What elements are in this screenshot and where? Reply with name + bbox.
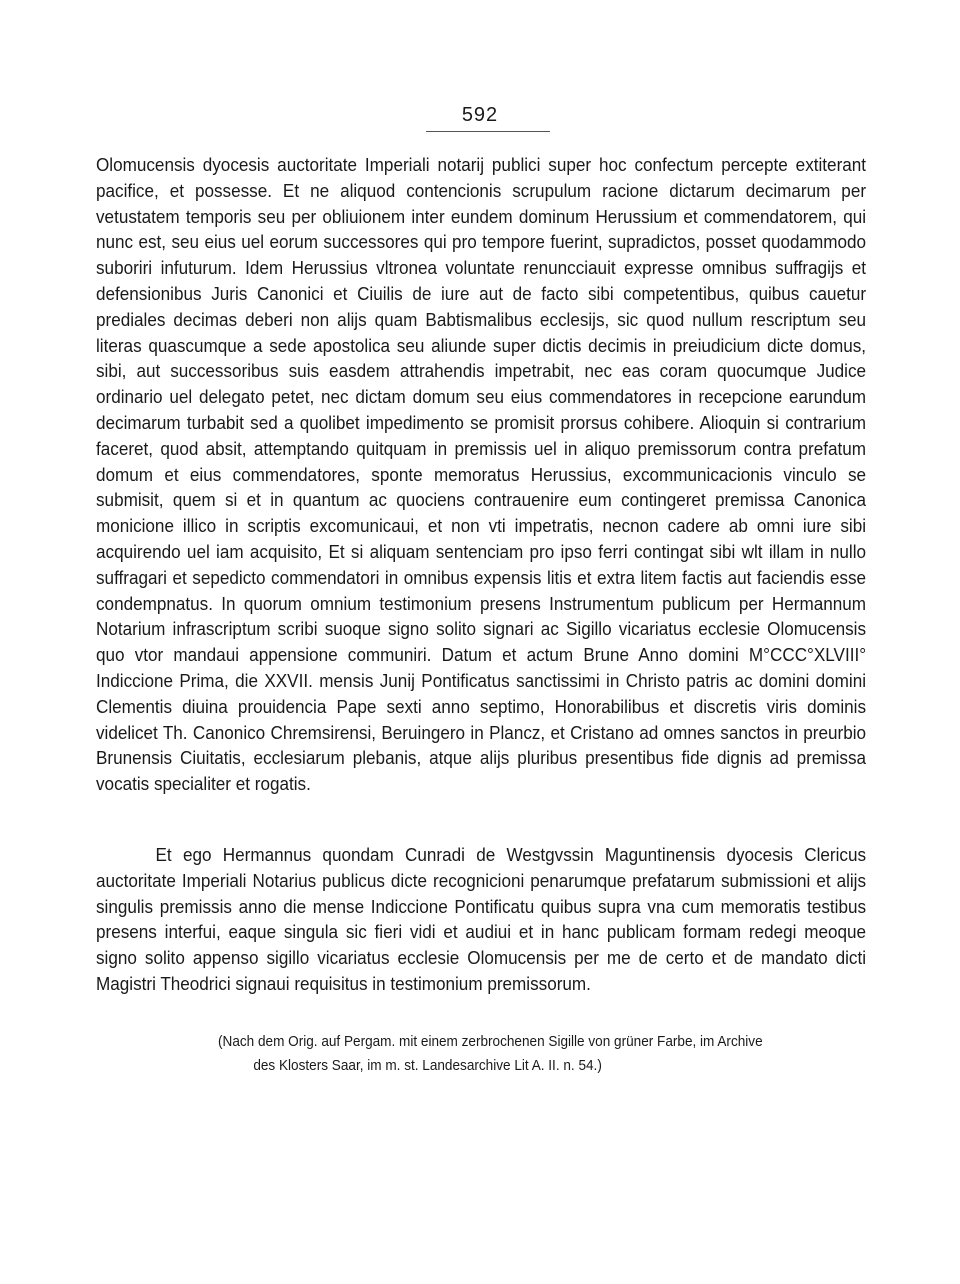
source-note-line-2: des Klosters Saar, im m. st. Landesarchive Lit A. II. n. 54.)	[253, 1058, 602, 1074]
source-note	[218, 1030, 860, 1078]
paragraph-main: Olomucensis dyocesis auctoritate Imperiali notarij publici super hoc confectum percepte extiterant pacifice, et possesse. Et ne aliquod contencionis scrupulum racione dictarum decimarum per vetustatem temporis seu per obliuionem inter eundem dominum Herussium et commendatorem, qui nunc est, seu eius uel eorum successores qui pro tempore fuerint, supradictos, posset quodammodo suboriri infuturum. Idem Herussius vltronea voluntate renuncciauit expresse omnibus suffragijs et defensionibus Juris Canonici et Ciuilis de iure aut de facto sibi competentibus, quibus cauetur prediales decimas deberi non alijs quam Babtismalibus ecclesijs, sic quod nullum rescriptum seu literas quascumque a sede apostolica seu aliunde super dictis decimis in preiudicium dicte domus, sibi, aut successoribus suis easdem attrahendis impetrabit, nec eas coram quocumque Judice ordinario uel delegato petet, nec dictam domum seu eius commendatores in recepcione earundum decimarum turbabit sed a quolibet impedimento se promisit prorsus cohibere. Alioquin si contrarium faceret, quod absit, attemptando quitquam in premissis uel in aliquo premissorum contra prefatum domum et eius commendatores, sponte memoratus Herussius, excommunicacionis vinculo se submisit, quem si et in quantum ac quociens contrauenire eum contingeret premissa Canonica monicione illico in scriptis excomunicaui, et non vti impetratis, necnon cadere ab omni iure sibi acquirendo uel iam acquisito, Et si aliquam sentenciam pro ipso ferri contingat sibi wlt illam in nullo suffragari et sepedicto commendatori in omnibus expensis litis et extra litem factis aut faciendis esse condempnatus. In quorum omnium testimonium presens Instrumentum publicum per Hermannum Notarium infrascriptum scribi suoque signo solito signari ac Sigillo vicariatus ecclesie Olomucensis quo vtor mandaui appensione communiri. Datum et actum Brune Anno domini M°CCC°XLVIII° Indiccione Prima, die XXVII. mensis Junij Pontificatus sanctissimi in Christo patris ac domini domini Clementis diuina prouidencia Pape sexti anno septimo, Honorabilibus et discretis viris dominis videlicet Th. Canonico Chremsirensi, Beruingero in Plancz, et Cristano ad omnes sanctos in preurbio Brunensis Ciuitatis, ecclesiarum plebanis, atque alijs pluribus presentibus fide dignis ad premissa vocatis specialiter et rogatis.	[96, 154, 867, 795]
header-rule	[426, 131, 550, 132]
source-note-line-1: (Nach dem Orig. auf Pergam. mit einem zerbrochenen Sigille von grüner Farbe, im Archive	[218, 1034, 763, 1050]
page-number: 592	[461, 104, 499, 126]
paragraph-notary: Et ego Hermannus quondam Cunradi de Westgvssin Maguntinensis dyocesis Clericus auctoritate Imperiali Notarius publicus dicte recognicioni penarumque prefatarum submissioni et alijs singulis premissis anno die mense Indiccione Pontificatu quibus supra vna cum memoratis testibus presens interfui, eaque singula sic fieri vidi et audiui et in hanc publicam formam redegi meoque signo solito appenso sigillo vicariatus ecclesie Olomucensis per me de certo et de mandato dicti Magistri Theodrici signaui requisitus in testimonium premissorum.	[96, 844, 867, 994]
